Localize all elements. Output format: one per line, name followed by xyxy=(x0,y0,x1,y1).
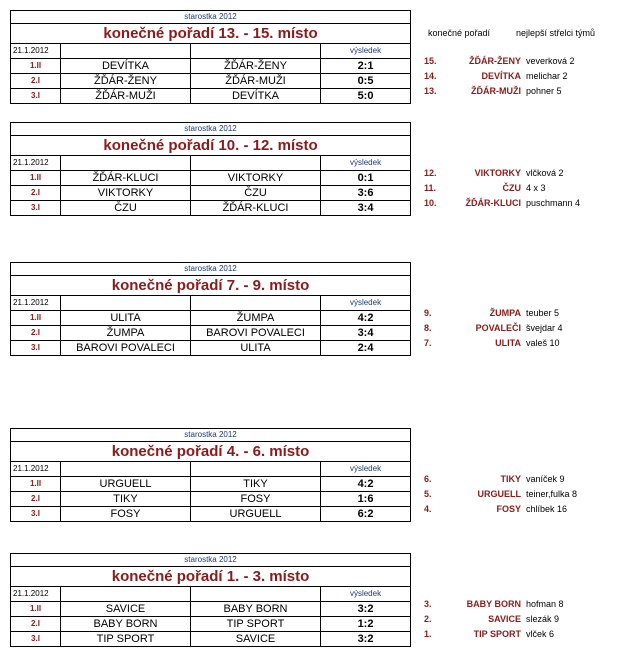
final-place: 9. xyxy=(424,308,432,318)
team-name: SAVICE xyxy=(488,614,521,624)
standing-row xyxy=(420,84,620,98)
top-scorer: hofman 8 xyxy=(526,599,564,609)
away-team: TIP SPORT xyxy=(191,617,321,632)
tournament-header: starostka 2012 xyxy=(11,123,411,136)
home-team: ŽĎÁR-ŽENY xyxy=(61,74,191,89)
team-name: ŽĎÁR-KLUCI xyxy=(465,198,521,208)
standing-row xyxy=(420,69,620,83)
final-place: 13. xyxy=(424,86,437,96)
home-team: ČZU xyxy=(61,201,191,216)
team-name: ULITA xyxy=(495,338,521,348)
away-team: SAVICE xyxy=(191,632,321,647)
top-scorer: chlíbek 16 xyxy=(526,504,568,514)
home-team: URGUELL xyxy=(61,477,191,492)
match-row xyxy=(11,326,411,341)
standing-row xyxy=(420,487,620,501)
top-scorer: puschmann 4 xyxy=(526,198,581,208)
match-score: 1:2 xyxy=(321,617,411,632)
home-team: BAROVI POVALECI xyxy=(61,341,191,356)
match-score: 3:4 xyxy=(321,201,411,216)
team-name: TIKY xyxy=(500,474,521,484)
match-date: 21.1.2012 xyxy=(11,44,61,59)
top-scorer: valeš 10 xyxy=(526,338,560,348)
standing-row xyxy=(420,166,620,180)
result-label: výsledek xyxy=(321,156,411,171)
final-place: 5. xyxy=(424,489,432,499)
game-number: 2.I xyxy=(11,186,61,201)
final-place: 6. xyxy=(424,474,432,484)
team-name: ŽĎÁR-ŽENY xyxy=(469,56,521,66)
match-score: 3:2 xyxy=(321,602,411,617)
block-title: konečné pořadí 4. - 6. místo xyxy=(11,442,411,462)
tournament-header: starostka 2012 xyxy=(11,429,411,442)
match-row xyxy=(11,74,411,89)
away-team: ŽĎÁR-KLUCI xyxy=(191,201,321,216)
top-scorer: švejdar 4 xyxy=(526,323,563,333)
standing-row xyxy=(420,181,620,195)
match-row xyxy=(11,59,411,74)
game-number: 3.I xyxy=(11,341,61,356)
home-team: ŽĎÁR-MUŽI xyxy=(61,89,191,104)
standing-row xyxy=(420,336,620,350)
match-score: 2:4 xyxy=(321,341,411,356)
away-team: BABY BORN xyxy=(191,602,321,617)
tournament-header: starostka 2012 xyxy=(11,263,411,276)
result-label: výsledek xyxy=(321,462,411,477)
game-number: 1.II xyxy=(11,59,61,74)
away-team: ULITA xyxy=(191,341,321,356)
game-number: 2.I xyxy=(11,492,61,507)
away-team: URGUELL xyxy=(191,507,321,522)
top-scorer: teuber 5 xyxy=(526,308,560,318)
match-score: 1:6 xyxy=(321,492,411,507)
final-place: 7. xyxy=(424,338,432,348)
match-row xyxy=(11,632,411,647)
top-scorers-header: nejlepší střelci týmů xyxy=(516,28,596,38)
match-row xyxy=(11,171,411,186)
match-row xyxy=(11,617,411,632)
game-number: 2.I xyxy=(11,617,61,632)
standing-row xyxy=(420,502,620,516)
home-team: ŽĎÁR-KLUCI xyxy=(61,171,191,186)
game-number: 1.II xyxy=(11,171,61,186)
standing-row xyxy=(420,612,620,626)
match-row xyxy=(11,311,411,326)
game-number: 3.I xyxy=(11,632,61,647)
match-date: 21.1.2012 xyxy=(11,462,61,477)
results-table xyxy=(10,122,411,216)
team-name: URGUELL xyxy=(477,489,521,499)
top-scorer: pohner 5 xyxy=(526,86,562,96)
home-team: ULITA xyxy=(61,311,191,326)
final-place: 11. xyxy=(424,183,437,193)
game-number: 1.II xyxy=(11,602,61,617)
team-name: POVALEČI xyxy=(475,323,521,333)
final-place: 15. xyxy=(424,56,437,66)
home-team: BABY BORN xyxy=(61,617,191,632)
top-scorer: slezák 9 xyxy=(526,614,560,624)
away-team: BAROVI POVALECI xyxy=(191,326,321,341)
away-team: TIKY xyxy=(191,477,321,492)
match-score: 3:6 xyxy=(321,186,411,201)
final-place: 12. xyxy=(424,168,437,178)
final-place: 2. xyxy=(424,614,432,624)
match-row xyxy=(11,186,411,201)
match-score: 3:4 xyxy=(321,326,411,341)
away-team: VIKTORKY xyxy=(191,171,321,186)
final-order-header: konečné pořadí xyxy=(428,28,491,38)
final-place: 4. xyxy=(424,504,432,514)
result-label: výsledek xyxy=(321,296,411,311)
home-team: FOSY xyxy=(61,507,191,522)
final-place: 1. xyxy=(424,629,432,639)
standing-row xyxy=(420,627,620,641)
match-score: 2:1 xyxy=(321,59,411,74)
final-place: 10. xyxy=(424,198,437,208)
top-scorer: vlčková 2 xyxy=(526,168,564,178)
match-row xyxy=(11,492,411,507)
final-place: 8. xyxy=(424,323,432,333)
top-scorer: vaníček 9 xyxy=(526,474,565,484)
block-title: konečné pořadí 13. - 15. místo xyxy=(11,24,411,44)
top-scorer: teiner,fulka 8 xyxy=(526,489,578,499)
top-scorer: veverková 2 xyxy=(526,56,575,66)
top-scorer: melichar 2 xyxy=(526,71,568,81)
team-name: FOSY xyxy=(496,504,521,514)
away-team: FOSY xyxy=(191,492,321,507)
match-row xyxy=(11,201,411,216)
match-score: 3:2 xyxy=(321,632,411,647)
home-team: DEVÍTKA xyxy=(61,59,191,74)
game-number: 1.II xyxy=(11,477,61,492)
team-name: ŽĎÁR-MUŽI xyxy=(471,86,521,96)
team-name: BABY BORN xyxy=(466,599,521,609)
final-place: 14. xyxy=(424,71,437,81)
away-team: ŽĎÁR-ŽENY xyxy=(191,59,321,74)
result-label: výsledek xyxy=(321,587,411,602)
match-row xyxy=(11,602,411,617)
match-date: 21.1.2012 xyxy=(11,156,61,171)
tournament-header: starostka 2012 xyxy=(11,554,411,567)
home-team: ŽUMPA xyxy=(61,326,191,341)
match-score: 4:2 xyxy=(321,311,411,326)
away-team: ČZU xyxy=(191,186,321,201)
results-table xyxy=(10,10,411,104)
home-team: TIP SPORT xyxy=(61,632,191,647)
team-name: VIKTORKY xyxy=(474,168,521,178)
standing-row xyxy=(420,597,620,611)
block-title: konečné pořadí 10. - 12. místo xyxy=(11,136,411,156)
match-row xyxy=(11,89,411,104)
tournament-header: starostka 2012 xyxy=(11,11,411,24)
top-scorer: 4 x 3 xyxy=(526,183,546,193)
team-name: ŽUMPA xyxy=(489,308,521,318)
standing-row xyxy=(420,321,620,335)
team-name: DEVÍTKA xyxy=(481,71,521,81)
home-team: TIKY xyxy=(61,492,191,507)
team-name: TIP SPORT xyxy=(473,629,521,639)
standing-row xyxy=(420,306,620,320)
match-date: 21.1.2012 xyxy=(11,296,61,311)
match-score: 5:0 xyxy=(321,89,411,104)
game-number: 3.I xyxy=(11,89,61,104)
team-name: ČZU xyxy=(502,183,521,193)
block-title: konečné pořadí 1. - 3. místo xyxy=(11,567,411,587)
home-team: SAVICE xyxy=(61,602,191,617)
standing-row xyxy=(420,472,620,486)
result-label: výsledek xyxy=(321,44,411,59)
away-team: DEVÍTKA xyxy=(191,89,321,104)
away-team: ŽUMPA xyxy=(191,311,321,326)
standings-header xyxy=(420,28,620,40)
match-score: 0:1 xyxy=(321,171,411,186)
match-row xyxy=(11,507,411,522)
match-score: 0:5 xyxy=(321,74,411,89)
game-number: 2.I xyxy=(11,326,61,341)
top-scorer: vlček 6 xyxy=(526,629,555,639)
match-date: 21.1.2012 xyxy=(11,587,61,602)
away-team: ŽĎÁR-MUŽI xyxy=(191,74,321,89)
home-team: VIKTORKY xyxy=(61,186,191,201)
match-row xyxy=(11,341,411,356)
standing-row xyxy=(420,196,620,210)
game-number: 3.I xyxy=(11,201,61,216)
match-score: 4:2 xyxy=(321,477,411,492)
results-table xyxy=(10,262,411,356)
game-number: 1.II xyxy=(11,311,61,326)
results-table xyxy=(10,553,411,647)
standing-row xyxy=(420,54,620,68)
results-table xyxy=(10,428,411,522)
game-number: 2.I xyxy=(11,74,61,89)
match-score: 6:2 xyxy=(321,507,411,522)
game-number: 3.I xyxy=(11,507,61,522)
final-place: 3. xyxy=(424,599,432,609)
block-title: konečné pořadí 7. - 9. místo xyxy=(11,276,411,296)
match-row xyxy=(11,477,411,492)
